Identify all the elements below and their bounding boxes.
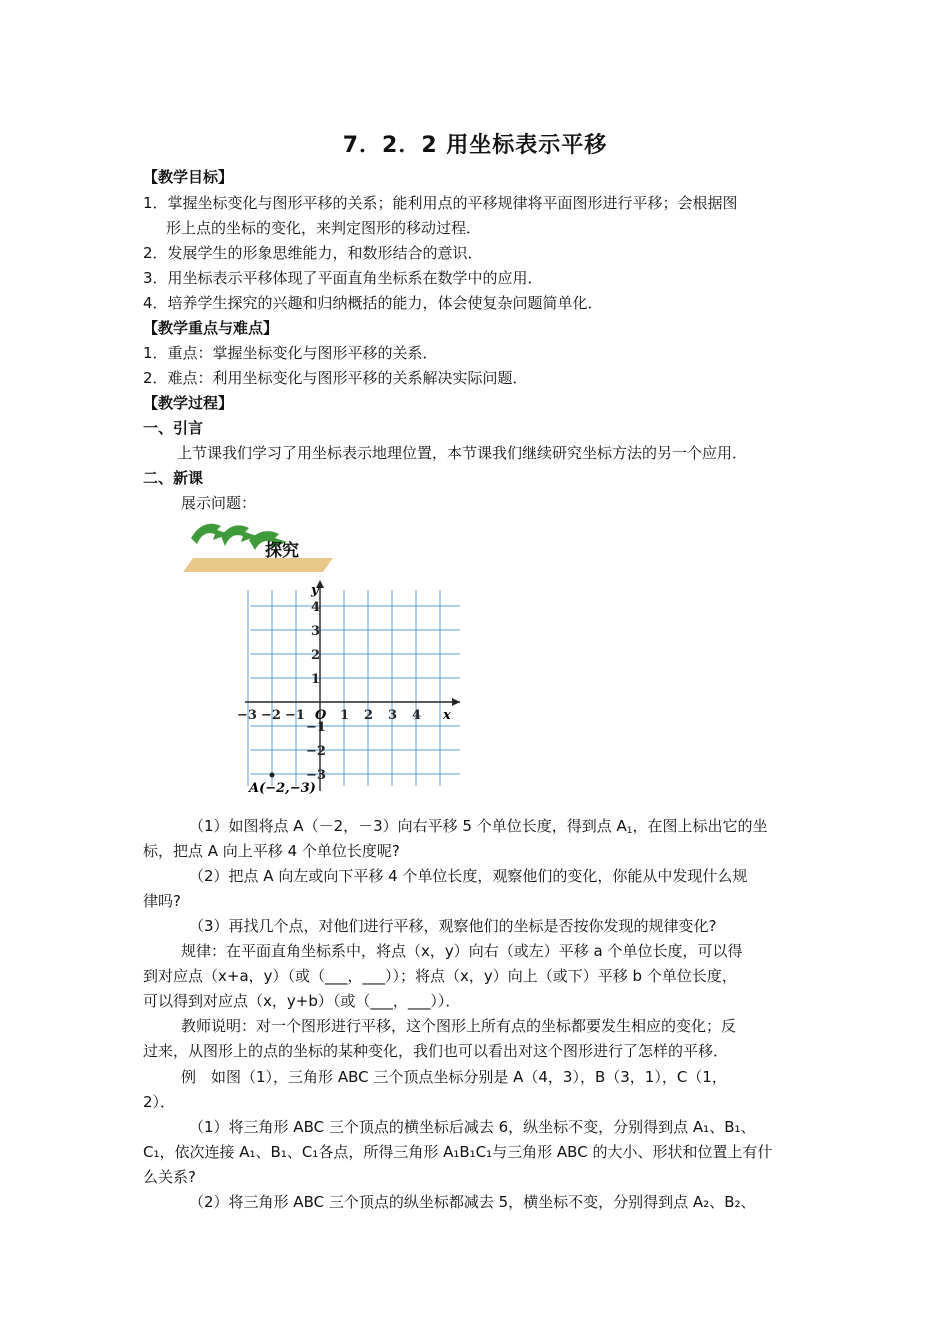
x-axis-arrow-icon xyxy=(452,698,460,706)
origin-label: O xyxy=(315,708,327,723)
question-1-tail: ，在图上标出它的坐 xyxy=(632,817,768,835)
x-tick-label: 3 xyxy=(388,708,398,723)
page-title: 7．2．2 用坐标表示平移 xyxy=(342,133,608,158)
section-keypoints-heading: 【教学重点与难点】 xyxy=(143,319,279,337)
example-part-1-line-3: 么关系? xyxy=(143,1168,196,1186)
question-1-line-1 xyxy=(189,815,768,842)
intro-text: 上节课我们学习了用坐标表示地理位置，本节课我们继续研究坐标方法的另一个应用． xyxy=(177,444,748,462)
y-axis-label: y xyxy=(311,583,319,598)
section-process-heading: 【教学过程】 xyxy=(143,394,234,412)
explore-banner xyxy=(183,516,343,572)
question-2-line-1: （2）把点 A 向左或向下平移 4 个单位长度，观察他们的变化，你能从中发现什么规 xyxy=(189,867,748,885)
example-line-2: 2）． xyxy=(143,1093,176,1111)
point-a xyxy=(270,773,275,778)
x-tick-label: 1 xyxy=(340,708,350,723)
y-tick-label: −3 xyxy=(306,768,326,783)
intro-heading: 一、引言 xyxy=(143,419,204,437)
rule-line-2: 到对应点（x+a，y）（或（___，___））；将点（x，y）向上（或下）平移 b 个单位长度， xyxy=(143,967,737,985)
example-part-1-line-1: （1）将三角形 ABC 三个顶点的横坐标后减去 6，纵坐标不变，分别得到点 A₁、B₁、 xyxy=(189,1118,756,1136)
keypoint-2: 2．难点：利用坐标变化与图形平移的关系解决实际问题． xyxy=(143,369,528,387)
x-tick-label: −1 xyxy=(285,708,305,723)
goal-1-cont: 形上点的坐标的变化，来判定图形的移动过程． xyxy=(166,219,482,237)
y-tick-label: −2 xyxy=(306,744,326,759)
y-tick-label: 1 xyxy=(311,672,321,687)
goal-2: 2．发展学生的形象思维能力，和数形结合的意识． xyxy=(143,244,483,262)
example-line-1: 例 如图（1），三角形 ABC 三个顶点坐标分别是 A（4，3），B（3，1），C（1， xyxy=(181,1068,727,1086)
rule-line-1: 规律：在平面直角坐标系中，将点（x，y）向右（或左）平移 a 个单位长度，可以得 xyxy=(181,942,743,960)
x-tick-label: −2 xyxy=(261,708,281,723)
goal-1: 1．掌握坐标变化与图形平移的关系；能利用点的平移规律将平面图形进行平移；会根据图 xyxy=(143,194,738,212)
section-goals-heading: 【教学目标】 xyxy=(143,168,234,186)
question-1-line-2: 标，把点 A 向上平移 4 个单位长度呢? xyxy=(143,842,400,860)
question-1-subscript: 1 xyxy=(626,826,633,836)
teacher-note-line-2: 过来，从图形上的点的坐标的某种变化，我们也可以看出对这个图形进行了怎样的平移． xyxy=(143,1042,729,1060)
coordinate-grid xyxy=(237,576,470,796)
y-tick-label: 3 xyxy=(311,624,321,639)
point-a-label: A(−2,−3) xyxy=(249,781,316,796)
keypoint-1: 1．重点：掌握坐标变化与图形平移的关系． xyxy=(143,344,438,362)
x-tick-label: 2 xyxy=(364,708,374,723)
question-1-text: （1）如图将点 A（－2，－3）向右平移 5 个单位长度，得到点 A xyxy=(189,817,627,835)
goal-4: 4．培养学生探究的兴趣和归纳概括的能力，体会使复杂问题简单化． xyxy=(143,294,603,312)
rule-line-3: 可以得到对应点（x，y+b）（或（___，___））． xyxy=(143,992,461,1010)
x-tick-label: −3 xyxy=(237,708,257,723)
question-3: （3）再找几个点，对他们进行平移，观察他们的坐标是否按你发现的规律变化? xyxy=(189,917,717,935)
new-lesson-heading: 二、新课 xyxy=(143,469,204,487)
y-tick-label: −1 xyxy=(306,720,326,735)
x-tick-label: 4 xyxy=(412,708,422,723)
y-tick-label: 4 xyxy=(311,600,321,615)
question-2-line-2: 律吗? xyxy=(143,892,181,910)
example-part-2-line-1: （2）将三角形 ABC 三个顶点的纵坐标都减去 5，横坐标不变，分别得到点 A₂、B₂、 xyxy=(189,1193,756,1211)
y-tick-label: 2 xyxy=(311,648,321,663)
banner-label: 探究 xyxy=(265,541,299,561)
show-problem-label: 展示问题： xyxy=(181,494,257,512)
goal-3: 3．用坐标表示平移体现了平面直角坐标系在数学中的应用． xyxy=(143,269,543,287)
teacher-note-line-1: 教师说明：对一个图形进行平移，这个图形上所有点的坐标都要发生相应的变化；反 xyxy=(181,1017,737,1035)
example-part-1-line-2: C₁，依次连接 A₁、B₁、C₁各点，所得三角形 A₁B₁C₁与三角形 ABC 的大小、形状和位置上有什 xyxy=(143,1143,773,1161)
x-axis-label: x xyxy=(443,708,451,723)
